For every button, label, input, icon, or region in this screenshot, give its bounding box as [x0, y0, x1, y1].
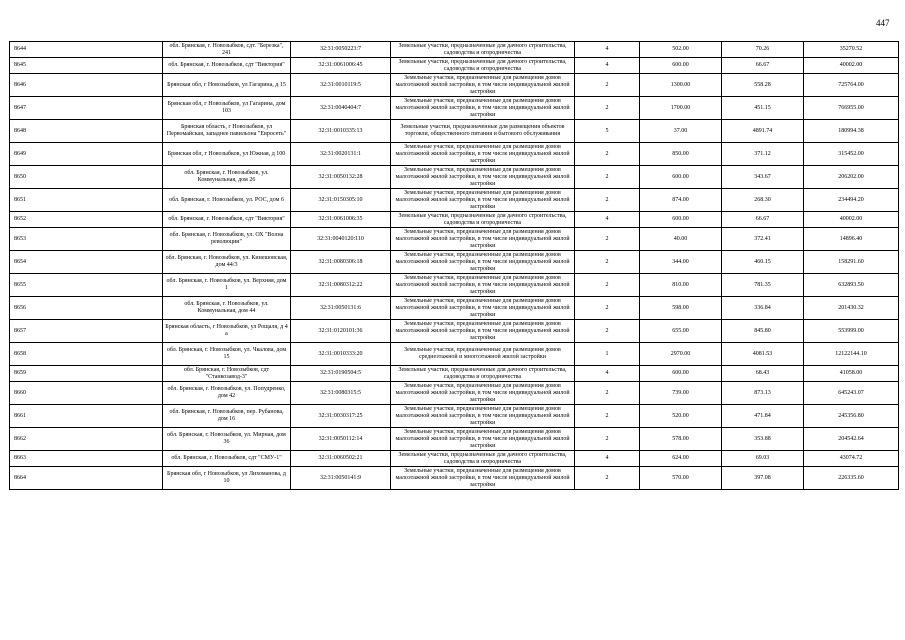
land-use-cell: Земельные участки, предназначенные для размещения домов малоэтажной жилой застройки, в том числе индивидуальной жилой застройки: [391, 428, 575, 451]
address-cell: Брянская обл, г Новозыбков, ул Лихоманова, д 10: [163, 467, 291, 490]
cadastral-value-cell: 201430.32: [804, 297, 899, 320]
table-row: [10, 120, 899, 143]
group-cell: 2: [575, 320, 640, 343]
cadastral-number-cell: 32:31:0050223:7: [291, 42, 391, 58]
address-cell: Брянская область, г Новозыбков, ул Рощаля, д 4 а: [163, 320, 291, 343]
specific-value-cell: 268.30: [722, 189, 804, 212]
specific-value-cell: 397.08: [722, 467, 804, 490]
specific-value-cell: 353.88: [722, 428, 804, 451]
land-use-cell: Земельные участки, предназначенные для размещения домов малоэтажной жилой застройки, в том числе индивидуальной жилой застройки: [391, 166, 575, 189]
address-cell: обл. Брянская, г. Новозыбков, ул. Коммунальная, дом 26: [163, 166, 291, 189]
cadastral-number-cell: 32:31:0020131:1: [291, 143, 391, 166]
row-number-cell: 8659: [10, 366, 163, 382]
cadastral-value-cell: 226335.60: [804, 467, 899, 490]
row-number-cell: 8658: [10, 343, 163, 366]
row-number-cell: 8645: [10, 58, 163, 74]
cadastral-value-cell: 180994.38: [804, 120, 899, 143]
cadastral-number-cell: 32:31:0050112:14: [291, 428, 391, 451]
cadastral-number-cell: 32:31:0030317:25: [291, 405, 391, 428]
row-number-cell: 8663: [10, 451, 163, 467]
specific-value-cell: 69.03: [722, 451, 804, 467]
land-use-cell: Земельные участки, предназначенные для размещения домов среднеэтажной и многоэтажной жилой застройки: [391, 343, 575, 366]
cadastral-number-cell: 32:31:0040404:7: [291, 97, 391, 120]
area-cell: 570.00: [640, 467, 722, 490]
area-cell: 739.00: [640, 382, 722, 405]
row-number-cell: 8657: [10, 320, 163, 343]
specific-value-cell: 4081.53: [722, 343, 804, 366]
address-cell: обл. Брянская, г. Новозыбков, ул. Чкалова, дом 15: [163, 343, 291, 366]
land-use-cell: Земельные участки, предназначенные для размещения домов малоэтажной жилой застройки, в том числе индивидуальной жилой застройки: [391, 467, 575, 490]
area-cell: 600.00: [640, 166, 722, 189]
table-row: [10, 405, 899, 428]
group-cell: 5: [575, 120, 640, 143]
specific-value-cell: 343.67: [722, 166, 804, 189]
area-cell: 2970.00: [640, 343, 722, 366]
row-number-cell: 8660: [10, 382, 163, 405]
area-cell: 624.00: [640, 451, 722, 467]
group-cell: 2: [575, 297, 640, 320]
page-number: 447: [876, 18, 890, 28]
cadastral-value-cell: 204542.64: [804, 428, 899, 451]
table-body: [10, 42, 899, 490]
cadastral-number-cell: 32:31:0010333:20: [291, 343, 391, 366]
address-cell: обл. Брянская, г. Новозыбков, ул. Кинешовская, дом 44/3: [163, 251, 291, 274]
area-cell: 502.00: [640, 42, 722, 58]
area-cell: 520.00: [640, 405, 722, 428]
row-number-cell: 8662: [10, 428, 163, 451]
cadastral-value-cell: 553999.00: [804, 320, 899, 343]
specific-value-cell: 336.84: [722, 297, 804, 320]
specific-value-cell: 845.80: [722, 320, 804, 343]
specific-value-cell: 4891.74: [722, 120, 804, 143]
group-cell: 2: [575, 74, 640, 97]
row-number-cell: 8656: [10, 297, 163, 320]
area-cell: 655.00: [640, 320, 722, 343]
cadastral-value-cell: 35270.52: [804, 42, 899, 58]
land-plots-table: [9, 41, 899, 490]
land-use-cell: Земельные участки, предназначенные для размещения домов малоэтажной жилой застройки, в том числе индивидуальной жилой застройки: [391, 74, 575, 97]
row-number-cell: 8650: [10, 166, 163, 189]
land-use-cell: Земельные участки, предназначенные для дачного строительства, садоводства и огородничества: [391, 366, 575, 382]
table-row: [10, 320, 899, 343]
area-cell: 344.00: [640, 251, 722, 274]
land-use-cell: Земельные участки, предназначенные для размещения домов малоэтажной жилой застройки, в том числе индивидуальной жилой застройки: [391, 251, 575, 274]
cadastral-number-cell: 32:31:0080306:18: [291, 251, 391, 274]
cadastral-value-cell: 245356.80: [804, 405, 899, 428]
cadastral-number-cell: 32:31:0050131:6: [291, 297, 391, 320]
address-cell: обл. Брянская, г. Новозыбков, сдт "СМУ-1": [163, 451, 291, 467]
cadastral-number-cell: 32:31:0190504:5: [291, 366, 391, 382]
cadastral-value-cell: 40002.00: [804, 58, 899, 74]
area-cell: 600.00: [640, 58, 722, 74]
group-cell: 2: [575, 467, 640, 490]
land-use-cell: Земельные участки, предназначенные для размещения домов малоэтажной жилой застройки, в том числе индивидуальной жилой застройки: [391, 97, 575, 120]
row-number-cell: 8655: [10, 274, 163, 297]
area-cell: 874.00: [640, 189, 722, 212]
table-row: [10, 212, 899, 228]
cadastral-number-cell: 32:31:0061006:45: [291, 58, 391, 74]
group-cell: 2: [575, 228, 640, 251]
group-cell: 2: [575, 189, 640, 212]
table-row: [10, 366, 899, 382]
group-cell: 4: [575, 58, 640, 74]
land-use-cell: Земельные участки, предназначенные для дачного строительства, садоводства и огородничества: [391, 42, 575, 58]
table-row: [10, 467, 899, 490]
land-use-cell: Земельные участки, предназначенные для размещения домов малоэтажной жилой застройки, в том числе индивидуальной жилой застройки: [391, 320, 575, 343]
group-cell: 2: [575, 274, 640, 297]
land-use-cell: Земельные участки, предназначенные для размещения домов малоэтажной жилой застройки, в том числе индивидуальной жилой застройки: [391, 382, 575, 405]
land-use-cell: Земельные участки, предназначенные для размещения домов малоэтажной жилой застройки, в том числе индивидуальной жилой застройки: [391, 143, 575, 166]
row-number-cell: 8654: [10, 251, 163, 274]
address-cell: Брянская обл, г Новозыбков, ул Гагарина, дом 103: [163, 97, 291, 120]
cadastral-number-cell: 32:31:0150305:10: [291, 189, 391, 212]
cadastral-value-cell: 158291.60: [804, 251, 899, 274]
table-row: [10, 228, 899, 251]
cadastral-number-cell: 32:31:0080312:22: [291, 274, 391, 297]
table-row: [10, 297, 899, 320]
cadastral-value-cell: 632893.50: [804, 274, 899, 297]
land-use-cell: Земельные участки, предназначенные для дачного строительства, садоводства и огородничества: [391, 58, 575, 74]
group-cell: 4: [575, 212, 640, 228]
specific-value-cell: 873.13: [722, 382, 804, 405]
table-row: [10, 58, 899, 74]
table-row: [10, 428, 899, 451]
area-cell: 850.00: [640, 143, 722, 166]
cadastral-number-cell: 32:31:0050132:28: [291, 166, 391, 189]
address-cell: Брянская обл, г Новозыбков, ул Южная, д 100: [163, 143, 291, 166]
cadastral-value-cell: 41058.00: [804, 366, 899, 382]
group-cell: 2: [575, 251, 640, 274]
row-number-cell: 8649: [10, 143, 163, 166]
table-row: [10, 343, 899, 366]
row-number-cell: 8644: [10, 42, 163, 58]
address-cell: Брянская обл, г Новозыбков, ул Гагарина, д 15: [163, 74, 291, 97]
cadastral-number-cell: 32:31:0010119:5: [291, 74, 391, 97]
cadastral-value-cell: 14896.40: [804, 228, 899, 251]
table-row: [10, 42, 899, 58]
specific-value-cell: 371.12: [722, 143, 804, 166]
specific-value-cell: 460.15: [722, 251, 804, 274]
address-cell: обл. Брянская, г. Новозыбков, сдт "Виктория": [163, 212, 291, 228]
table-row: [10, 143, 899, 166]
group-cell: 2: [575, 97, 640, 120]
table-row: [10, 251, 899, 274]
table-row: [10, 274, 899, 297]
area-cell: 600.00: [640, 212, 722, 228]
cadastral-value-cell: 766955.00: [804, 97, 899, 120]
land-use-cell: Земельные участки, предназначенные для размещения домов малоэтажной жилой застройки, в том числе индивидуальной жилой застройки: [391, 274, 575, 297]
cadastral-number-cell: 32:31:0060502:21: [291, 451, 391, 467]
address-cell: обл. Брянская, г. Новозыбков, ул. Коммунальная, дом 44: [163, 297, 291, 320]
cadastral-value-cell: 315452.00: [804, 143, 899, 166]
cadastral-number-cell: 32:31:0061006:35: [291, 212, 391, 228]
cadastral-value-cell: 206202.00: [804, 166, 899, 189]
land-use-cell: Земельные участки, предназначенные для дачного строительства, садоводства и огородничества: [391, 212, 575, 228]
cadastral-number-cell: 32:31:0080315:5: [291, 382, 391, 405]
specific-value-cell: 66.67: [722, 212, 804, 228]
land-use-cell: Земельные участки, предназначенные для размещения домов малоэтажной жилой застройки, в том числе индивидуальной жилой застройки: [391, 297, 575, 320]
specific-value-cell: 781.35: [722, 274, 804, 297]
row-number-cell: 8652: [10, 212, 163, 228]
table-row: [10, 189, 899, 212]
area-cell: 37.00: [640, 120, 722, 143]
land-use-cell: Земельные участки, предназначенные для размещения домов малоэтажной жилой застройки, в том числе индивидуальной жилой застройки: [391, 189, 575, 212]
group-cell: 2: [575, 166, 640, 189]
group-cell: 2: [575, 143, 640, 166]
row-number-cell: 8647: [10, 97, 163, 120]
address-cell: обл. Брянская, г. Новозыбков, ул. РОС, дом 6: [163, 189, 291, 212]
group-cell: 2: [575, 428, 640, 451]
row-number-cell: 8664: [10, 467, 163, 490]
land-use-cell: Земельные участки, предназначенные для размещения домов малоэтажной жилой застройки, в том числе индивидуальной жилой застройки: [391, 228, 575, 251]
table-row: [10, 97, 899, 120]
specific-value-cell: 68.43: [722, 366, 804, 382]
cadastral-number-cell: 32:31:0120101:36: [291, 320, 391, 343]
cadastral-value-cell: 40002.00: [804, 212, 899, 228]
specific-value-cell: 471.84: [722, 405, 804, 428]
group-cell: 4: [575, 366, 640, 382]
address-cell: обл. Брянская, г. Новозыбков, сдт. "Березка", 241: [163, 42, 291, 58]
specific-value-cell: 70.26: [722, 42, 804, 58]
area-cell: 40.00: [640, 228, 722, 251]
address-cell: обл. Брянская, г. Новозыбков, ул. Мирная, дом 36: [163, 428, 291, 451]
table-row: [10, 166, 899, 189]
row-number-cell: 8653: [10, 228, 163, 251]
cadastral-value-cell: 12122144.10: [804, 343, 899, 366]
cadastral-value-cell: 645243.07: [804, 382, 899, 405]
table-row: [10, 382, 899, 405]
row-number-cell: 8646: [10, 74, 163, 97]
land-use-cell: Земельные участки, предназначенные для размещения домов малоэтажной жилой застройки, в том числе индивидуальной жилой застройки: [391, 405, 575, 428]
cadastral-number-cell: 32:31:0010335:13: [291, 120, 391, 143]
specific-value-cell: 66.67: [722, 58, 804, 74]
row-number-cell: 8651: [10, 189, 163, 212]
cadastral-value-cell: 234494.20: [804, 189, 899, 212]
cadastral-number-cell: 32:31:0040120:110: [291, 228, 391, 251]
cadastral-value-cell: 43074.72: [804, 451, 899, 467]
cadastral-value-cell: 725764.00: [804, 74, 899, 97]
area-cell: 598.00: [640, 297, 722, 320]
address-cell: Брянская область, г Новозыбков, ул Первомайская, западнее павильона "Евросеть": [163, 120, 291, 143]
area-cell: 600.00: [640, 366, 722, 382]
row-number-cell: 8648: [10, 120, 163, 143]
group-cell: 4: [575, 42, 640, 58]
specific-value-cell: 372.41: [722, 228, 804, 251]
specific-value-cell: 451.15: [722, 97, 804, 120]
cadastral-number-cell: 32:31:0050141:9: [291, 467, 391, 490]
table-row: [10, 451, 899, 467]
group-cell: 2: [575, 405, 640, 428]
area-cell: 1700.00: [640, 97, 722, 120]
group-cell: 4: [575, 451, 640, 467]
group-cell: 2: [575, 382, 640, 405]
address-cell: обл. Брянская, г. Новозыбков, сдт "Виктория": [163, 58, 291, 74]
address-cell: обл. Брянская, г. Новозыбков, ул. Верхняя, дом 1: [163, 274, 291, 297]
address-cell: обл. Брянская, г. Новозыбков, пер. Рубанова, дом 16: [163, 405, 291, 428]
land-use-cell: Земельные участки, предназначенные для размещения объектов торговли, общественного питания и бытового обслуживания: [391, 120, 575, 143]
specific-value-cell: 558.28: [722, 74, 804, 97]
row-number-cell: 8661: [10, 405, 163, 428]
area-cell: 578.00: [640, 428, 722, 451]
land-use-cell: Земельные участки, предназначенные для дачного строительства, садоводства и огородничества: [391, 451, 575, 467]
group-cell: 1: [575, 343, 640, 366]
address-cell: обл. Брянская, г. Новозыбков, сдт "Станкозавод-3": [163, 366, 291, 382]
address-cell: обл. Брянская, г. Новозыбков, ул. Попудренко, дом 42: [163, 382, 291, 405]
area-cell: 810.00: [640, 274, 722, 297]
area-cell: 1300.00: [640, 74, 722, 97]
table-row: [10, 74, 899, 97]
address-cell: обл. Брянская, г. Новозыбков, ул. ОХ "Волна революции": [163, 228, 291, 251]
